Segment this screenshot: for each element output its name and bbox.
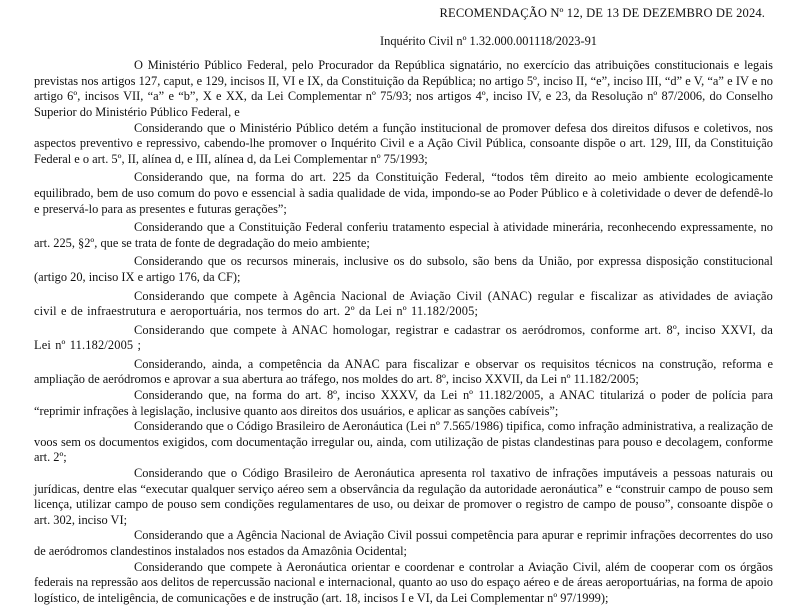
inquerito-number: Inquérito Civil nº 1.32.000.001118/2023-91 <box>380 33 597 48</box>
paragraph-considerando-11: Considerando que a Agência Nacional de Aviação Civil possui competência para apurar e reprimir infrações decorrentes do uso de aeródromos clandestinos instalados nos estados da Amazônia Ocidental; <box>34 528 773 558</box>
paragraph-considerando-5: Considerando que compete à Agência Nacional de Aviação Civil (ANAC) regular e fiscalizar as atividades de aviação civil e de infraestrutura e aeroportuária, nos termos do art. 2º da Lei nº 11.182/2005; <box>34 288 773 319</box>
paragraph-considerando-1: Considerando que o Ministério Público detém a função institucional de promover defesa dos direitos difusos e coletivos, nos aspectos preventivo e repressivo, cabendo-lhe promover o Inquérito Civil e a Ação Civil Pública, consoante dispõe o art. 129, III, da Constituição Federal e o art. 5º, II, alínea d, e III, alínea d, da Lei Complementar nº 75/1993; <box>34 120 773 166</box>
paragraph-considerando-2: Considerando que, na forma do art. 225 da Constituição Federal, “todos têm direito ao meio ambiente ecologicamente equilibrado, bem de uso comum do povo e essencial à sadia qualidade de vida, impondo-se ao Poder Público e à coletividade o dever de defendê-lo e preservá-lo para as presentes e futuras gerações”; <box>34 170 773 216</box>
paragraph-considerando-3: Considerando que a Constituição Federal conferiu tratamento especial à atividade minerária, reconhecendo expressamente, no art. 225, §2º, que se trata de fonte de degradação do meio ambiente; <box>34 220 773 250</box>
paragraph-considerando-9: Considerando que o Código Brasileiro de Aeronáutica (Lei nº 7.565/1986) tipifica, como infração administrativa, a realização de voos sem os documentos exigidos, com documentação irregular ou, ainda, com utilização de pistas clandestinas para pouso e decolagem, conforme art. 2º; <box>34 419 773 465</box>
paragraph-preamble: O Ministério Público Federal, pelo Procurador da República signatário, no exercício das atribuições constitucionais e legais previstas nos artigos 127, caput, e 129, incisos II, VI e IX, da Constituição da República; no artigo 5º, inciso II, “e”, inciso III, “d” e V, “a” e IV e no artigo 6º, incisos VII, “a” e “b”, X e XX, da Lei Complementar nº 75/93; nos artigos 4º, inciso IV, e 23, da Resolução nº 87/2006, do Conselho Superior do Ministério Público Federal, e <box>34 58 773 119</box>
paragraph-considerando-10: Considerando que o Código Brasileiro de Aeronáutica apresenta rol taxativo de infrações imputáveis a pessoas naturais ou jurídicas, dentre elas “executar qualquer serviço aéreo sem a observância da regulação da autoridade aeronáutica” e “construir campo de pouso sem licença, utilizar campo de pouso sem condições regulamentares de uso, ou deixar de promover o registro de campo de pouso”, consoante dispõe o art. 302, inciso VI; <box>34 466 773 527</box>
paragraph-considerando-4: Considerando que os recursos minerais, inclusive os do subsolo, são bens da União, por expressa disposição constitucional (artigo 20, inciso IX e artigo 176, da CF); <box>34 254 773 284</box>
paragraph-considerando-7: Considerando, ainda, a competência da ANAC para fiscalizar e observar os requisitos técnicos na construção, reforma e ampliação de aeródromos e aprovar a sua abertura ao tráfego, nos moldes do art. 8º, inciso XXVII, da Lei nº 11.182/2005; <box>34 356 773 387</box>
document-title: RECOMENDAÇÃO Nº 12, DE 13 DE DEZEMBRO DE 2024. <box>439 6 765 20</box>
paragraph-considerando-6: Considerando que compete à ANAC homologar, registrar e cadastrar os aeródromos, conforme art. 8º, inciso XXVI, da Lei nº 11.182/2005 ; <box>34 322 773 353</box>
paragraph-considerando-8: Considerando que, na forma do art. 8º, inciso XXXV, da Lei nº 11.182/2005, a ANAC titularizá o poder de polícia para “reprimir infrações à legislação, inclusive quanto aos direitos dos usuários, e aplicar as sanções cabíveis”; <box>34 388 773 418</box>
paragraph-considerando-12: Considerando que compete à Aeronáutica orientar e coordenar e controlar a Aviação Civil, além de cooperar com os órgãos federais na repressão aos delitos de repercussão nacional e internacional, quanto ao uso do espaço aéreo e de áreas aeroportuárias, na forma de apoio logístico, de inteligência, de comunicações e de instrução (art. 18, incisos I e VI, da Lei Complementar nº 97/1999); <box>34 559 773 605</box>
